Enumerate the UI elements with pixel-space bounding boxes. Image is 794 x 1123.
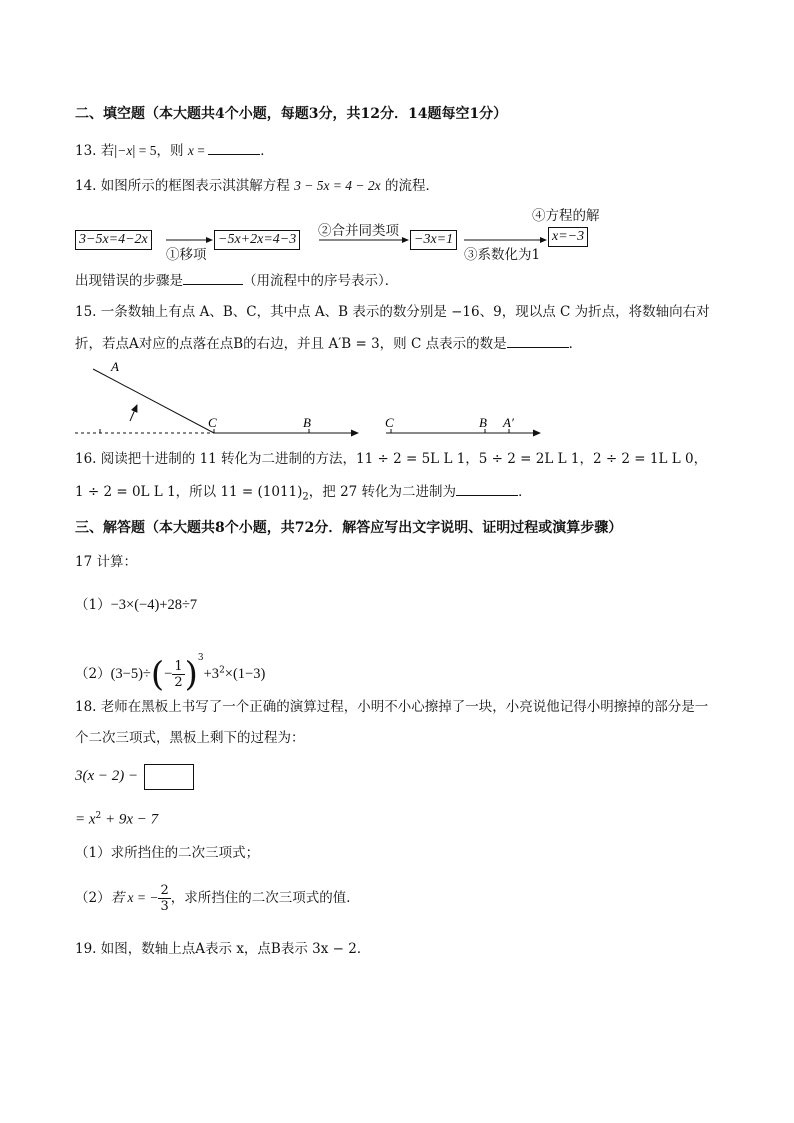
label-A-prime: A′ [503,415,514,430]
erased-area-box [144,764,194,790]
label-B-left: B [303,415,311,430]
q17-part-2: （2）(3−5)÷(− $\frac{1}{2}$ )$^3+3^2\times(1-3)$ [75,653,266,695]
q17-p2-fraction [172,659,184,690]
q16-line2b: ，把 27 转化为二进制为 [308,484,457,500]
q18-part-1 [75,843,259,863]
q18-expression-1 [75,763,194,790]
q16-number: 16. [75,451,97,467]
q18-expression-2 [75,806,158,830]
q18-expr1: 3(x − 2) − [75,768,139,784]
q15-answer-blank[interactable] [507,333,569,348]
q13-number: 13. [75,143,97,159]
q13-var: x [187,143,194,158]
flow-box-3: −3x=1 [410,230,457,250]
question-18-line-1 [75,697,708,717]
q13-eq2: = [193,143,209,158]
q18-p2-frac-num: 2 [160,883,169,898]
flow-box-4: x=−3 [548,227,588,247]
q18-p2-fraction [158,883,170,914]
question-15-line-2 [75,333,582,354]
question-13: 13. 若|−x| = 5，则 x = ． [75,140,274,161]
q14-tail [75,270,398,291]
question-18-line-2 [75,728,305,748]
q18-line1: 老师在黑板上书写了一个正确的演算过程，小明不小心擦掉了一块，小亮说他记得小明擦掉的部分是一 [100,699,709,715]
q17-p2-b: +3 [203,666,220,682]
q17-p2-c: ×(1−3) [224,666,266,682]
q14-tail-a: 出现错误的步骤是 [75,273,183,289]
q18-p2-frac-den: 3 [160,899,169,914]
q19-text: 如图，数轴上点A表示 x，点B表示 3x − 2． [100,941,371,957]
q16-base-subscript: 2 [302,491,309,503]
q14-text-b: 的流程． [384,178,439,194]
q18-expr2a: = x [75,811,96,828]
label-A: A [111,359,119,374]
flow-step-2: ②合并同类项 [318,223,399,239]
q15-line1: 一条数轴上有点 A、B、C，其中点 A、B 表示的数分别是 −16、9，现以点 C 为折点，将数轴向右对 [100,304,710,320]
q17-p2-minus: − [164,666,173,682]
q15-line2b: ． [568,336,583,352]
q18-p2-tag: （2） [75,890,111,906]
q17-part-1 [75,595,197,615]
q18-p1-tag: （1） [75,845,111,861]
q14-equation: 3 − 5x = 4 − 2x [294,178,381,193]
flow-step-1: ①移项 [166,247,207,263]
q18-expr2b: + 9x − 7 [101,811,159,828]
q17-p1-expr: −3×(−4)+28÷7 [110,597,198,613]
q15-number-line-figure [0,355,794,445]
q18-number: 18. [75,699,97,715]
q16-line2a: 1 ÷ 2 = 0L L 1，所以 11 = (1011) [75,484,303,500]
section-3-title: 三、解答题（本大题共8个小题，共72分．解答应写出文字说明、证明过程或演算步骤） [75,520,623,536]
q19-number: 19. [75,941,97,957]
flow-box-1: 3−5x=4−2x [75,230,152,250]
label-B-right: B [479,415,487,430]
q18-part-2 [75,880,360,916]
q17-p2-frac-den: 2 [174,675,183,690]
q14-number: 14. [75,178,97,194]
q17-label: 计算： [96,554,137,570]
q15-number: 15. [75,304,97,320]
q18-expr2-exponent: 2 [95,811,102,821]
q17-p2-tag: （2） [75,666,111,682]
fold-direction-arrow [130,405,137,421]
q17-p2-frac-num: 1 [174,659,183,674]
question-19 [75,939,370,959]
q18-p1-text: 求所挡住的二次三项式； [110,845,260,861]
q16-line2c: ． [518,484,532,500]
q15-line2a: 折，若点A对应的点落在点B的右边，并且 A′B = 3，则 C 点表示的数是 [75,336,507,352]
label-C-left: C [208,415,217,430]
q14-answer-blank[interactable] [183,270,243,285]
question-17 [75,552,137,572]
q13-abs-inner: −x [117,143,133,158]
section-2-title: 二、填空题（本大题共4个小题，每题3分，共12分．14题每空1分） [75,106,508,122]
q13-end: ． [260,143,274,159]
question-16-line-2 [75,481,532,508]
q16-answer-blank[interactable] [456,481,518,496]
q13-pre: 若 [100,143,115,159]
q14-text-a: 如图所示的框图表示淇淇解方程 [100,178,290,194]
folded-segment [93,369,214,433]
flow-arrows [0,0,794,300]
flow-step-3: ③系数化为1 [464,247,541,263]
q13-eq: = 5，则 [135,143,184,158]
flow-step-4: ④方程的解 [532,208,600,224]
question-16-line-1 [75,449,707,469]
label-C-right: C [385,415,394,430]
q17-p1-tag: （1） [75,597,111,613]
q17-p2-a: (3−5)÷ [110,666,151,682]
flow-box-2: −5x+2x=4−3 [214,230,300,250]
q17-p2-exponent: 3 [197,653,204,663]
q17-number: 17 [75,554,93,570]
question-15-line-1 [75,302,710,322]
q14-tail-b: （用流程中的序号表示）． [243,273,399,289]
q16-line1: 阅读把十进制的 11 转化为二进制的方法，11 ÷ 2 = 5L L 1，5 ÷ 2 = 2L L 1，2 ÷ 2 = 1L L 0， [100,451,708,467]
q18-p2-a: 若 x = − [110,890,159,905]
q17-p2-exponent-2: 2 [219,665,225,676]
q18-line2: 个二次三项式，黑板上剩下的过程为： [75,730,305,746]
q18-p2-b: ，求所挡住的二次三项式的值． [170,890,360,906]
